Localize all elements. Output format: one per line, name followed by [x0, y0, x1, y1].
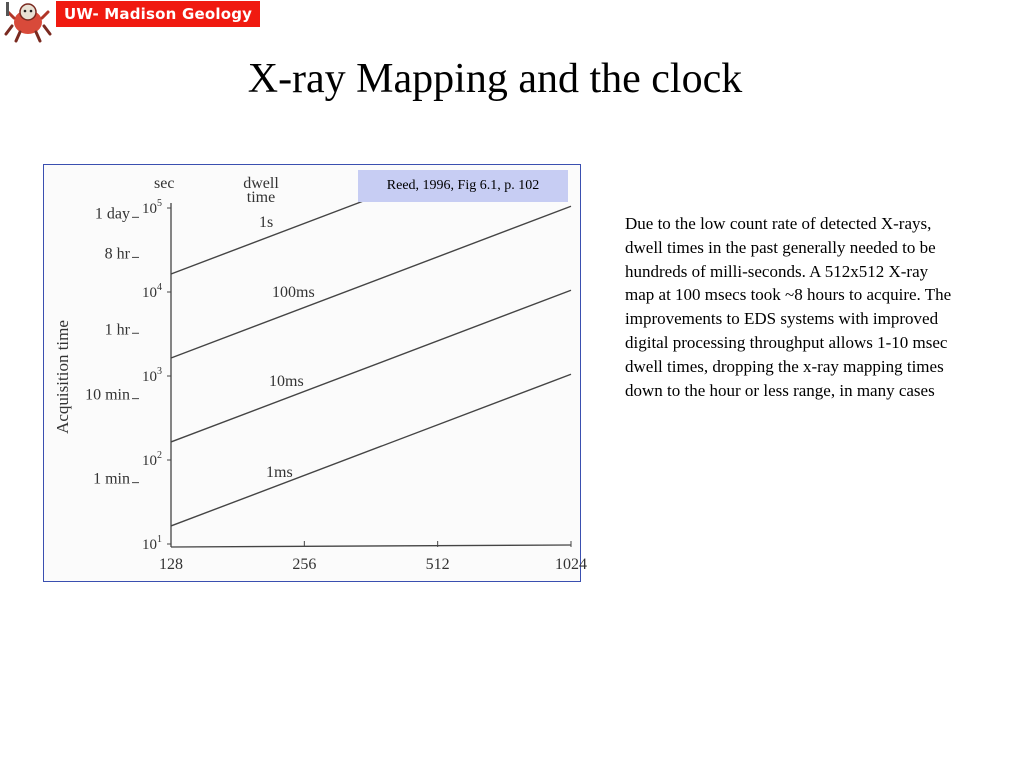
y-tick-label: $10^5$: [142, 198, 162, 217]
legend-title: dwell time: [243, 175, 279, 206]
x-axis-line: [171, 545, 571, 547]
y-time-label: 8 hr: [104, 245, 130, 263]
series-line-1ms: [171, 374, 571, 526]
citation-box: Reed, 1996, Fig 6.1, p. 102: [358, 170, 568, 202]
y-time-label: 10 min: [85, 386, 130, 404]
y-tick-label: $10^4$: [142, 282, 162, 301]
y-time-label: 1 min: [93, 470, 130, 488]
body-paragraph: Due to the low count rate of detected X-rays, dwell times in the past generally needed to be hundreds of milli-seconds. A 512x512 X-ray map at 100 msecs took ~8 hours to acquire. The improvements to EDS systems with improved digital processing throughput allows 1-10 msec dwell times, dropping the x-ray mapping times down to the hour or less range, in many cases: [625, 214, 952, 400]
x-tick-label: 512: [425, 556, 450, 573]
y-tick-label: $10^3$: [142, 366, 162, 385]
series-line-100ms: [171, 206, 571, 358]
y-axis-label: Acquisition time: [53, 320, 72, 434]
slide-title: X-ray Mapping and the clock: [247, 56, 743, 102]
x-tick-label: 1024: [555, 556, 587, 573]
x-tick-label: 128: [159, 556, 183, 573]
x-tick-label: 256: [292, 556, 317, 573]
dwell-time-chart: [44, 165, 587, 580]
series-label-1s: 1s: [259, 214, 274, 231]
y-tick-label: $10^2$: [142, 450, 162, 469]
course-logo-banner: UW- Madison Geology 777: [56, 1, 260, 27]
y-tick-label: $10^1$: [142, 534, 162, 553]
badger-mascot-icon: [2, 0, 54, 42]
series-label-1ms: 1ms: [266, 464, 293, 481]
y-unit-label: sec: [154, 175, 175, 192]
series-label-10ms: 10ms: [269, 373, 304, 390]
series-label-100ms: 100ms: [272, 284, 315, 301]
y-time-label: 1 day: [94, 205, 130, 223]
figure-panel: [43, 164, 587, 582]
y-time-label: 1 hr: [104, 321, 130, 339]
series-line-10ms: [171, 290, 571, 442]
series-line-1s: [171, 198, 371, 274]
